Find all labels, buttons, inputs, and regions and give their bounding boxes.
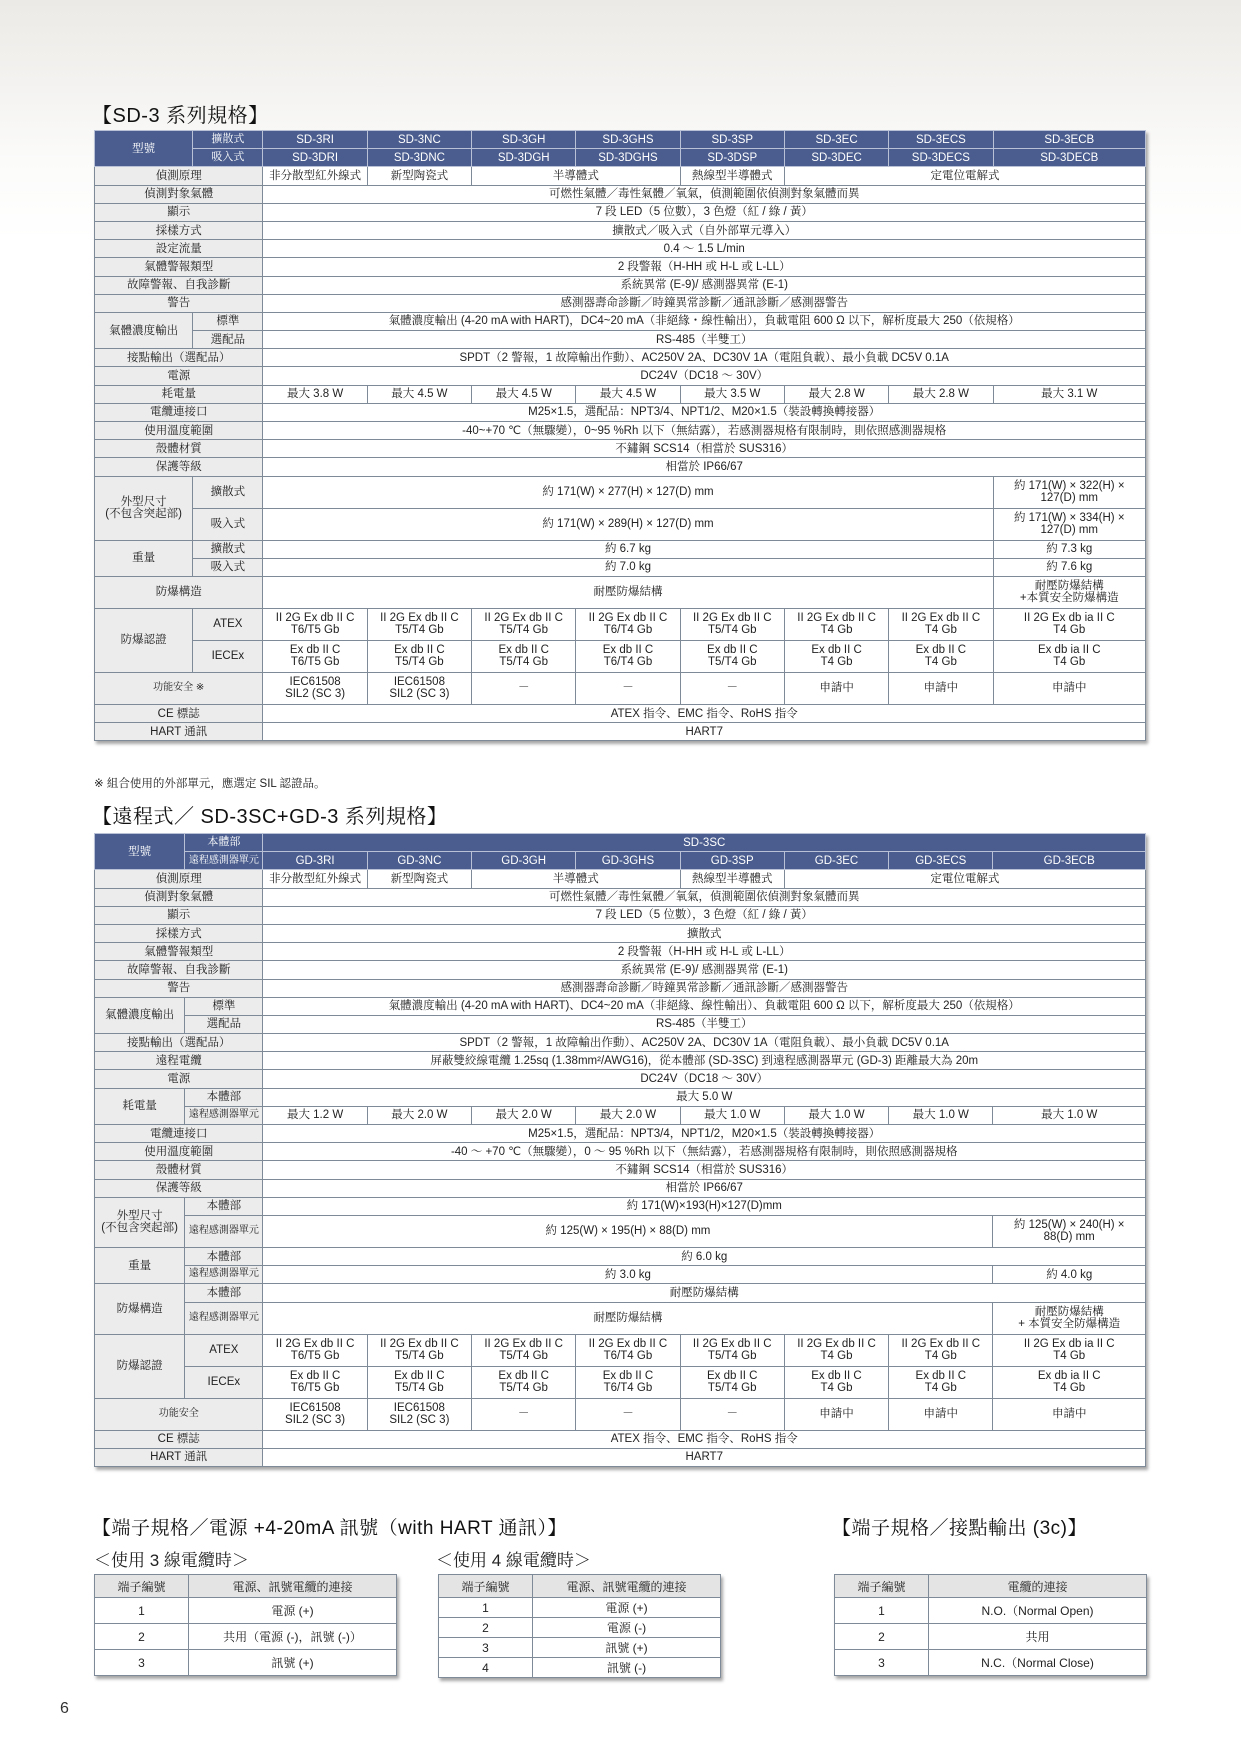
- spec-cell: 半導體式: [472, 870, 681, 888]
- spec-cell: 最大 3.5 W: [680, 385, 784, 403]
- spec-cell: 最大 3.8 W: [263, 385, 367, 403]
- model-cell: SD-3DRI: [263, 149, 367, 167]
- spec-cell: 氣體濃度輸出 (4-20 mA with HART)，DC4~20 mA（非絕緣・線性輸出），負載電阻 600 Ω 以下，解析度最大 250（依規格）: [263, 312, 1146, 330]
- spec-cell: 最大 2.8 W: [889, 385, 993, 403]
- row-label: 保護等級: [95, 458, 263, 476]
- row-label: 功能安全 ※: [95, 672, 263, 704]
- model-cell: GD-3SP: [680, 852, 784, 870]
- terminal-no: 2: [439, 1618, 533, 1638]
- spec-cell: II 2G Ex db II C T6/T4 Gb: [576, 608, 680, 640]
- spec-cell: Ex db II C T5/T4 Gb: [472, 640, 576, 672]
- spec-cell: 申請中: [889, 1398, 993, 1430]
- terminal-connection: N.C.（Normal Close): [929, 1650, 1147, 1676]
- spec-cell: II 2G Ex db II C T5/T4 Gb: [367, 1334, 471, 1366]
- sub-label: IECEx: [193, 640, 263, 672]
- spec-cell: IEC61508 SIL2 (SC 3): [367, 672, 471, 704]
- spec-cell: 最大 2.0 W: [576, 1106, 680, 1124]
- spec-cell: 新型陶瓷式: [367, 870, 471, 888]
- spec-cell: 系統異常 (E-9)/ 感測器異常 (E-1): [263, 961, 1146, 979]
- model-cell: SD-3GHS: [576, 131, 680, 149]
- terminal-connection: 電源 (-): [533, 1618, 721, 1638]
- sub-label: 本體部: [185, 1088, 263, 1106]
- sub-label: ATEX: [185, 1334, 263, 1366]
- spec-cell: Ex db ia II C T4 Gb: [993, 640, 1145, 672]
- spec-cell: 非分散型紅外線式: [263, 167, 367, 185]
- spec-cell: II 2G Ex db II C T4 Gb: [889, 608, 993, 640]
- spec-cell: II 2G Ex db II C T5/T4 Gb: [472, 608, 576, 640]
- four-wire-title: ＜使用 4 線電纜時＞: [436, 1551, 591, 1570]
- spec-cell: Ex db II C T4 Gb: [889, 640, 993, 672]
- row-label: 警告: [95, 294, 263, 312]
- terminal-no: 2: [835, 1624, 929, 1650]
- sub-label: 選配品: [185, 1015, 263, 1033]
- sub-label: 遠程感測器單元: [185, 1215, 263, 1247]
- row-label: 殼體材質: [95, 440, 263, 458]
- spec-cell: RS-485（半雙工）: [263, 331, 1146, 349]
- model-cell: GD-3GHS: [576, 852, 680, 870]
- spec-cell: Ex db II C T5/T4 Gb: [680, 1366, 784, 1398]
- contact-terminal-title: 【端子規格／接點輸出 (3c)】: [832, 1518, 1088, 1539]
- spec-cell: 熱線型半導體式: [680, 167, 784, 185]
- terminal-no: 1: [439, 1598, 533, 1618]
- terminal-connection: 訊號 (+): [189, 1650, 397, 1676]
- suction-header: 吸入式: [193, 149, 263, 167]
- spec-cell: Ex db II C T5/T4 Gb: [367, 640, 471, 672]
- spec-cell: 約 125(W) × 195(H) × 88(D) mm: [263, 1215, 993, 1247]
- contact-terminal-table: [834, 1574, 1147, 1676]
- row-label: 設定流量: [95, 240, 263, 258]
- row-label: 重量: [95, 540, 193, 576]
- spec-cell: 最大 1.2 W: [263, 1106, 367, 1124]
- spec-cell: 定電位電解式: [784, 870, 1145, 888]
- three-wire-table: [94, 1574, 397, 1676]
- model-cell: GD-3ECS: [889, 852, 993, 870]
- row-label: CE 標誌: [95, 704, 263, 722]
- spec-cell: 耐壓防爆結構 +本質安全防爆構造: [993, 576, 1145, 608]
- spec-cell: 2 段警報（H-HH 或 H-L 或 L-LL）: [263, 258, 1146, 276]
- row-label: 故障警報、自我診斷: [95, 276, 263, 294]
- spec-cell: 約 6.0 kg: [263, 1247, 1146, 1265]
- sd3-spec-table: [94, 130, 1146, 741]
- spec-cell: 約 125(W) × 240(H) × 88(D) mm: [993, 1215, 1146, 1247]
- row-label: 氣體警報類型: [95, 943, 263, 961]
- row-label: 偵測對象氣體: [95, 888, 263, 906]
- spec-cell: Ex db II C T4 Gb: [784, 640, 888, 672]
- row-label: 接點輸出（選配品）: [95, 349, 263, 367]
- model-cell: GD-3RI: [263, 852, 367, 870]
- spec-cell: -40 ～ +70 ℃（無驟變），0 ～ 95 %Rh 以下（無結露），若感測器規格有限制時，則依照感測器規格: [263, 1143, 1146, 1161]
- row-label: 外型尺寸 (不包含突起部): [95, 476, 193, 540]
- spec-cell: II 2G Ex db ia II C T4 Gb: [993, 608, 1145, 640]
- spec-cell: 申請中: [889, 672, 993, 704]
- row-label: 防爆構造: [95, 576, 263, 608]
- row-label: 防爆構造: [95, 1284, 185, 1334]
- sub-label: 選配品: [193, 331, 263, 349]
- sil-footnote: ※ 組合使用的外部單元，應選定 SIL 認證品。: [94, 778, 326, 790]
- row-label: HART 通訊: [95, 1448, 263, 1466]
- spec-cell: II 2G Ex db II C T6/T4 Gb: [576, 1334, 680, 1366]
- sub-label: 本體部: [185, 1197, 263, 1215]
- spec-cell: 擴散式／吸入式（自外部單元導入）: [263, 221, 1146, 239]
- four-wire-table: [438, 1574, 721, 1678]
- row-label: 電纜連接口: [95, 1125, 263, 1143]
- spec-cell: 不鏽鋼 SCS14（相當於 SUS316）: [263, 1161, 1146, 1179]
- spec-cell: －: [472, 672, 576, 704]
- spec-cell: IEC61508 SIL2 (SC 3): [263, 672, 367, 704]
- model-cell: GD-3ECB: [993, 852, 1146, 870]
- spec-cell: IEC61508 SIL2 (SC 3): [367, 1398, 471, 1430]
- diffusion-header: 擴散式: [193, 131, 263, 149]
- spec-cell: 申請中: [993, 1398, 1146, 1430]
- model-cell: SD-3DEC: [784, 149, 888, 167]
- spec-cell: SPDT（2 警報，1 故障輸出作動）、AC250V 2A、DC30V 1A（電阻負載）、最小負載 DC5V 0.1A: [263, 349, 1146, 367]
- spec-cell: 約 171(W)×193(H)×127(D)mm: [263, 1197, 1146, 1215]
- terminal-connection: 電源 (+): [189, 1598, 397, 1624]
- spec-cell: 約 171(W) × 277(H) × 127(D) mm: [263, 476, 993, 508]
- spec-cell: －: [576, 1398, 680, 1430]
- spec-cell: 屏蔽雙絞線電纜 1.25sq (1.38mm²/AWG16)，從本體部 (SD-3SC) 到遠程感測器單元 (GD-3) 距離最大為 20m: [263, 1052, 1146, 1070]
- sub-label: 擴散式: [193, 540, 263, 558]
- row-label: 使用溫度範圍: [95, 422, 263, 440]
- row-label: 防爆認證: [95, 1334, 185, 1398]
- spec-cell: 0.4 ～ 1.5 L/min: [263, 240, 1146, 258]
- remote-header: 遠程感測器單元: [185, 852, 263, 870]
- terminal-no: 4: [439, 1658, 533, 1678]
- terminal-no: 2: [95, 1624, 189, 1650]
- spec-cell: SPDT（2 警報，1 故障輸出作動）、AC250V 2A、DC30V 1A（電阻負載）、最小負載 DC5V 0.1A: [263, 1034, 1146, 1052]
- spec-cell: 耐壓防爆結構: [263, 1302, 993, 1334]
- spec-cell: 申請中: [993, 672, 1145, 704]
- spec-cell: II 2G Ex db II C T5/T4 Gb: [680, 608, 784, 640]
- spec-cell: DC24V（DC18 ～ 30V）: [263, 367, 1146, 385]
- sub-label: 遠程感測器單元: [185, 1106, 263, 1124]
- row-label: 偵測原理: [95, 167, 263, 185]
- spec-cell: ATEX 指令、EMC 指令、RoHS 指令: [263, 1430, 1146, 1448]
- spec-cell: Ex db II C T6/T5 Gb: [263, 640, 367, 672]
- spec-cell: 非分散型紅外線式: [263, 870, 367, 888]
- spec-cell: 感測器壽命診斷／時鐘異常診斷／通訊診斷／感測器警告: [263, 294, 1146, 312]
- spec-cell: ATEX 指令、EMC 指令、RoHS 指令: [263, 704, 1146, 722]
- spec-cell: Ex db II C T4 Gb: [784, 1366, 888, 1398]
- spec-cell: Ex db II C T6/T4 Gb: [576, 640, 680, 672]
- spec-cell: HART7: [263, 1448, 1146, 1466]
- model-cell: GD-3EC: [784, 852, 888, 870]
- spec-cell: 申請中: [784, 1398, 888, 1430]
- model-cell: SD-3DGH: [472, 149, 576, 167]
- spec-cell: －: [576, 672, 680, 704]
- row-label: 電源: [95, 367, 263, 385]
- model-header: 型號: [95, 834, 185, 870]
- three-wire-title: ＜使用 3 線電纜時＞: [94, 1551, 249, 1570]
- row-label: 顯示: [95, 906, 263, 924]
- spec-cell: 系統異常 (E-9)/ 感測器異常 (E-1): [263, 276, 1146, 294]
- spec-cell: Ex db II C T4 Gb: [889, 1366, 993, 1398]
- spec-cell: 新型陶瓷式: [367, 167, 471, 185]
- model-cell: SD-3GH: [472, 131, 576, 149]
- sub-label: 遠程感測器單元: [185, 1266, 263, 1284]
- sub-label: 吸入式: [193, 508, 263, 540]
- terminal-connection: 訊號 (+): [533, 1638, 721, 1658]
- row-label: 接點輸出（選配品）: [95, 1034, 263, 1052]
- spec-cell: IEC61508 SIL2 (SC 3): [263, 1398, 367, 1430]
- spec-cell: 最大 3.1 W: [993, 385, 1145, 403]
- spec-cell: 最大 2.0 W: [367, 1106, 471, 1124]
- spec-cell: II 2G Ex db II C T6/T5 Gb: [263, 608, 367, 640]
- spec-cell: 7 段 LED（5 位數），3 色燈（紅 / 綠 / 黃）: [263, 203, 1146, 221]
- spec-cell: 約 171(W) × 289(H) × 127(D) mm: [263, 508, 993, 540]
- sub-label: 標準: [185, 997, 263, 1015]
- row-label: 防爆認證: [95, 608, 193, 672]
- model-cell: GD-3NC: [367, 852, 471, 870]
- row-label: 外型尺寸 (不包含突起部): [95, 1197, 185, 1247]
- row-label: 耗電量: [95, 1088, 185, 1124]
- spec-cell: 最大 2.0 W: [472, 1106, 576, 1124]
- connection-header: 電纜的連接: [929, 1575, 1147, 1598]
- model-cell: SD-3DECS: [889, 149, 993, 167]
- spec-cell: 最大 4.5 W: [367, 385, 471, 403]
- spec-cell: －: [472, 1398, 576, 1430]
- spec-cell: 2 段警報（H-HH 或 H-L 或 L-LL）: [263, 943, 1146, 961]
- spec-cell: II 2G Ex db II C T5/T4 Gb: [367, 608, 471, 640]
- row-label: 氣體濃度輸出: [95, 997, 185, 1033]
- spec-cell: Ex db II C T6/T4 Gb: [576, 1366, 680, 1398]
- row-label: 重量: [95, 1247, 185, 1283]
- spec-cell: 最大 1.0 W: [784, 1106, 888, 1124]
- row-label: 故障警報、自我診斷: [95, 961, 263, 979]
- spec-cell: 最大 2.8 W: [784, 385, 888, 403]
- spec-cell: DC24V（DC18 ～ 30V）: [263, 1070, 1146, 1088]
- spec-cell: 熱線型半導體式: [680, 870, 784, 888]
- row-label: 電源: [95, 1070, 263, 1088]
- spec-cell: Ex db II C T5/T4 Gb: [680, 640, 784, 672]
- spec-cell: 約 171(W) × 322(H) × 127(D) mm: [993, 476, 1145, 508]
- spec-cell: 耐壓防爆結構: [263, 576, 993, 608]
- terminal-connection: 電源 (+): [533, 1598, 721, 1618]
- model-cell: SD-3ECB: [993, 131, 1145, 149]
- spec-cell: 最大 4.5 W: [472, 385, 576, 403]
- spec-cell: 可燃性氣體／毒性氣體／氧氣，偵測範圍依偵測對象氣體而異: [263, 185, 1146, 203]
- spec-cell: 定電位電解式: [784, 167, 1145, 185]
- spec-cell: M25×1.5，選配品：NPT3/4，NPT1/2，M20×1.5（裝設轉換轉接器）: [263, 1125, 1146, 1143]
- sd3sc-spec-table: [94, 833, 1146, 1467]
- spec-cell: II 2G Ex db ia II C T4 Gb: [993, 1334, 1146, 1366]
- row-label: 顯示: [95, 203, 263, 221]
- spec-cell: 最大 1.0 W: [993, 1106, 1146, 1124]
- row-label: 耗電量: [95, 385, 263, 403]
- sub-label: 本體部: [185, 1284, 263, 1302]
- page-number: 6: [60, 1700, 69, 1717]
- spec-cell: 約 7.3 kg: [993, 540, 1145, 558]
- sd3-section-title: 【SD-3 系列規格】: [92, 105, 269, 127]
- spec-cell: 最大 4.5 W: [576, 385, 680, 403]
- row-label: 殼體材質: [95, 1161, 263, 1179]
- terminal-no: 3: [835, 1650, 929, 1676]
- row-label: 偵測對象氣體: [95, 185, 263, 203]
- spec-cell: 感測器壽命診斷／時鐘異常診斷／通訊診斷／感測器警告: [263, 979, 1146, 997]
- spec-cell: 耐壓防爆結構 + 本質安全防爆構造: [993, 1302, 1146, 1334]
- spec-cell: 申請中: [784, 672, 888, 704]
- sub-label: 遠程感測器單元: [185, 1302, 263, 1334]
- spec-cell: －: [680, 1398, 784, 1430]
- terminal-connection: N.O.（Normal Open): [929, 1598, 1147, 1624]
- spec-cell: II 2G Ex db II C T4 Gb: [784, 608, 888, 640]
- spec-cell: 不鏽鋼 SCS14（相當於 SUS316）: [263, 440, 1146, 458]
- terminal-connection: 共用: [929, 1624, 1147, 1650]
- spec-cell: II 2G Ex db II C T5/T4 Gb: [472, 1334, 576, 1366]
- terminal-no-header: 端子編號: [835, 1575, 929, 1598]
- spec-cell: -40~+70 ℃（無驟變），0~95 %Rh 以下（無結露），若感測器規格有限制時，則依照感測器規格: [263, 422, 1146, 440]
- spec-cell: M25×1.5，選配品：NPT3/4、NPT1/2、M20×1.5（裝設轉換轉接器）: [263, 403, 1146, 421]
- model-header: 型號: [95, 131, 193, 167]
- sub-label: 吸入式: [193, 558, 263, 576]
- row-label: 使用溫度範圍: [95, 1143, 263, 1161]
- spec-cell: 可燃性氣體／毒性氣體／氧氣，偵測範圍依偵測對象氣體而異: [263, 888, 1146, 906]
- spec-cell: Ex db II C T5/T4 Gb: [472, 1366, 576, 1398]
- spec-cell: 最大 1.0 W: [680, 1106, 784, 1124]
- spec-cell: －: [680, 672, 784, 704]
- model-cell: SD-3SC: [263, 834, 1146, 852]
- model-cell: SD-3SP: [680, 131, 784, 149]
- row-label: 遠程電纜: [95, 1052, 263, 1070]
- spec-cell: 氣體濃度輸出 (4-20 mA with HART)、DC4~20 mA（非絕緣、線性輸出）、負載電阻 600 Ω 以下，解析度最大 250（依規格）: [263, 997, 1146, 1015]
- model-cell: SD-3EC: [784, 131, 888, 149]
- spec-cell: II 2G Ex db II C T6/T5 Gb: [263, 1334, 367, 1366]
- sub-label: IECEx: [185, 1366, 263, 1398]
- model-cell: SD-3RI: [263, 131, 367, 149]
- spec-cell: 約 171(W) × 334(H) × 127(D) mm: [993, 508, 1145, 540]
- row-label: 電纜連接口: [95, 403, 263, 421]
- spec-cell: 相當於 IP66/67: [263, 458, 1146, 476]
- model-cell: SD-3DECB: [993, 149, 1145, 167]
- sd3sc-section-title: 【遠程式／ SD-3SC+GD-3 系列規格】: [92, 806, 448, 828]
- spec-cell: 最大 1.0 W: [889, 1106, 993, 1124]
- row-label: 採樣方式: [95, 924, 263, 942]
- sub-label: 標準: [193, 312, 263, 330]
- terminal-no: 3: [439, 1638, 533, 1658]
- terminal-no: 3: [95, 1650, 189, 1676]
- row-label: 氣體警報類型: [95, 258, 263, 276]
- row-label: CE 標誌: [95, 1430, 263, 1448]
- spec-cell: RS-485（半雙工）: [263, 1015, 1146, 1033]
- connection-header: 電源、訊號電纜的連接: [533, 1575, 721, 1598]
- spec-cell: Ex db ia II C T4 Gb: [993, 1366, 1146, 1398]
- spec-cell: HART7: [263, 723, 1146, 741]
- terminal-connection: 共用（電源 (-)，訊號 (-)）: [189, 1624, 397, 1650]
- spec-cell: 約 7.6 kg: [993, 558, 1145, 576]
- spec-cell: Ex db II C T6/T5 Gb: [263, 1366, 367, 1398]
- row-label: HART 通訊: [95, 723, 263, 741]
- model-cell: SD-3DGHS: [576, 149, 680, 167]
- spec-cell: 約 3.0 kg: [263, 1266, 993, 1284]
- row-label: 警告: [95, 979, 263, 997]
- model-cell: GD-3GH: [472, 852, 576, 870]
- model-cell: SD-3ECS: [889, 131, 993, 149]
- body-header: 本體部: [185, 834, 263, 852]
- row-label: 偵測原理: [95, 870, 263, 888]
- sub-label: ATEX: [193, 608, 263, 640]
- model-cell: SD-3DNC: [367, 149, 471, 167]
- spec-cell: 最大 5.0 W: [263, 1088, 1146, 1106]
- sub-label: 本體部: [185, 1247, 263, 1265]
- spec-cell: 約 7.0 kg: [263, 558, 993, 576]
- terminal-no-header: 端子編號: [95, 1575, 189, 1598]
- spec-cell: Ex db II C T5/T4 Gb: [367, 1366, 471, 1398]
- spec-cell: 半導體式: [472, 167, 681, 185]
- spec-cell: II 2G Ex db II C T4 Gb: [784, 1334, 888, 1366]
- row-label: 保護等級: [95, 1179, 263, 1197]
- terminal-no: 1: [95, 1598, 189, 1624]
- spec-cell: II 2G Ex db II C T4 Gb: [889, 1334, 993, 1366]
- spec-cell: II 2G Ex db II C T5/T4 Gb: [680, 1334, 784, 1366]
- model-cell: SD-3NC: [367, 131, 471, 149]
- row-label: 氣體濃度輸出: [95, 312, 193, 348]
- row-label: 採樣方式: [95, 221, 263, 239]
- terminal-no: 1: [835, 1598, 929, 1624]
- terminal-no-header: 端子編號: [439, 1575, 533, 1598]
- spec-cell: 約 4.0 kg: [993, 1266, 1146, 1284]
- terminal-section-title: 【端子規格／電源 +4-20mA 訊號（with HART 通訊）】: [92, 1518, 568, 1539]
- spec-cell: 約 6.7 kg: [263, 540, 993, 558]
- spec-cell: 耐壓防爆結構: [263, 1284, 1146, 1302]
- spec-cell: 擴散式: [263, 924, 1146, 942]
- row-label: 功能安全: [95, 1398, 263, 1430]
- terminal-connection: 訊號 (-): [533, 1658, 721, 1678]
- sub-label: 擴散式: [193, 476, 263, 508]
- model-cell: SD-3DSP: [680, 149, 784, 167]
- connection-header: 電源、訊號電纜的連接: [189, 1575, 397, 1598]
- spec-cell: 相當於 IP66/67: [263, 1179, 1146, 1197]
- spec-cell: 7 段 LED（5 位數），3 色燈（紅 / 綠 / 黃）: [263, 906, 1146, 924]
